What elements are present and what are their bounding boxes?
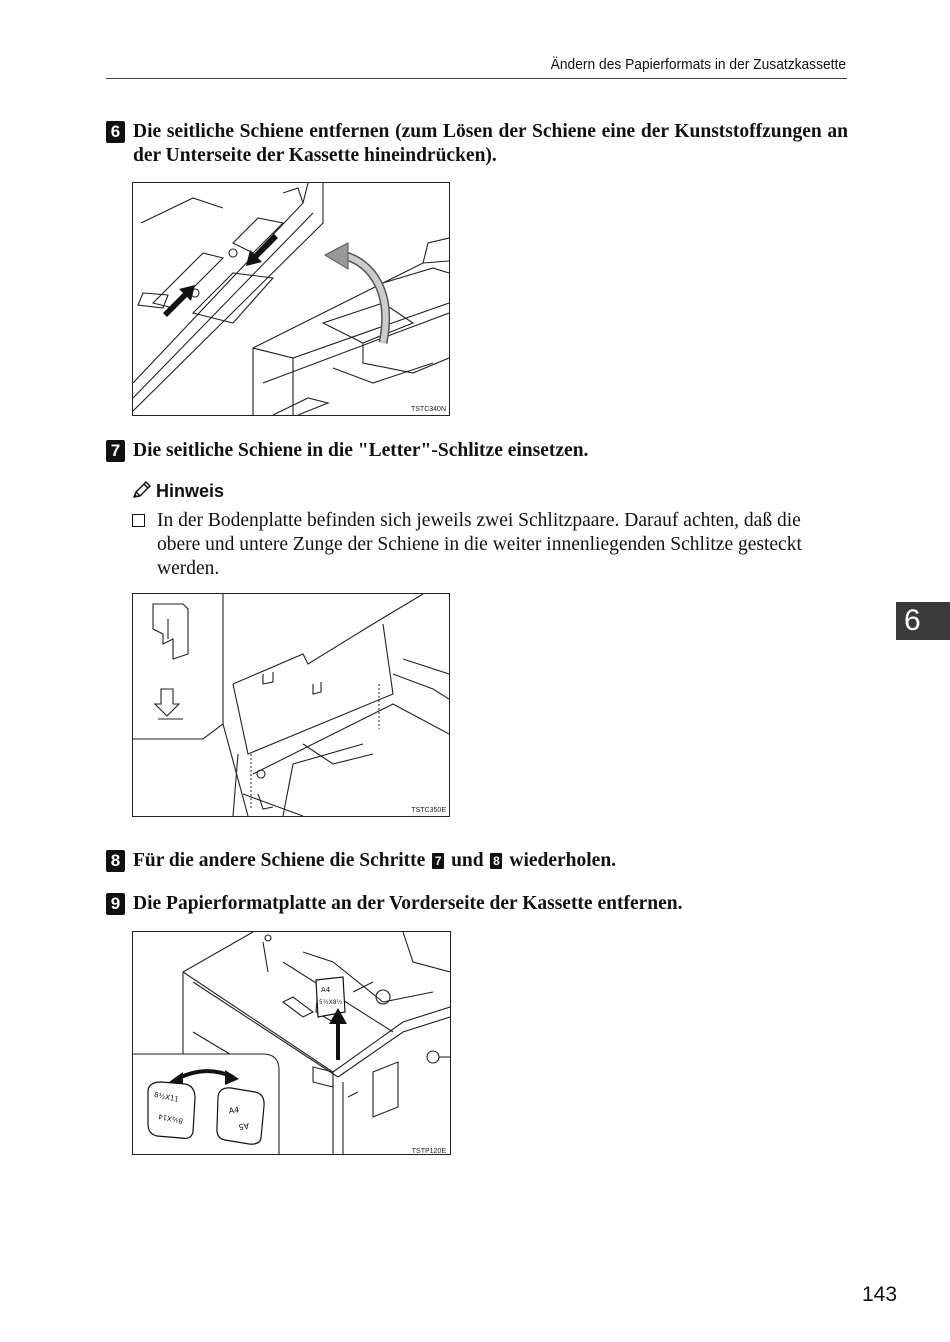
- step-text: Die seitliche Schiene entfernen (zum Lösen der Schiene eine der Kunststoffzungen an der Unterseite der Kassette hineindrücken).: [133, 121, 848, 166]
- pencil-icon: [132, 481, 152, 504]
- figure-code: TSTC340N: [410, 406, 446, 413]
- plate-label-letter: 8½X11: [153, 1090, 180, 1104]
- chapter-tab: 6: [896, 602, 950, 640]
- plate-label-a4: A4: [321, 986, 331, 994]
- plate-label-legal: 8½X14: [157, 1111, 184, 1125]
- hinweis-note: [132, 509, 848, 581]
- page-number: 143: [862, 1283, 898, 1306]
- plate-label-a5: A5: [237, 1120, 250, 1132]
- rail-removal-illustration: [133, 183, 449, 415]
- step-7: [106, 439, 848, 463]
- figure-remove-format-plate: [132, 931, 451, 1155]
- step-8: [106, 849, 848, 873]
- step-badge: 8: [106, 850, 125, 872]
- step-text: Die seitliche Schiene in die "Letter"-Schlitze einsetzen.: [133, 440, 589, 461]
- step-text: [133, 849, 848, 873]
- running-header: Ändern des Papierformats in der Zusatzkassette: [550, 56, 846, 73]
- step-text: Die Papierformatplatte an der Vorderseite der Kassette entfernen.: [133, 893, 683, 914]
- note-text: In der Bodenplatte befinden sich jeweils zwei Schlitzpaare. Darauf achten, daß die obere und untere Zunge der Schiene in die weiter innenliegenden Schlitze gesteckt werden.: [157, 510, 802, 579]
- step-badge: 7: [106, 440, 125, 462]
- step-reference-7[interactable]: 7: [432, 853, 444, 869]
- figure-code: TSTP120E: [411, 1148, 446, 1155]
- figure-code: TSTC350E: [411, 807, 446, 814]
- step-6: [106, 120, 848, 168]
- hinweis-title: Hinweis: [156, 481, 225, 501]
- figure-insert-rail: [132, 593, 450, 817]
- step-text-after: wiederholen.: [509, 850, 617, 871]
- rail-insert-illustration: [133, 594, 449, 816]
- step-9: [106, 892, 848, 916]
- step-reference-8[interactable]: 8: [490, 853, 502, 869]
- hinweis-heading: [132, 481, 224, 504]
- step-text-mid: und: [451, 850, 484, 871]
- plate-label-half-letter: 5½X8½: [319, 999, 343, 1006]
- figure-remove-rail: [132, 182, 450, 416]
- step-text-before: Für die andere Schiene die Schritte: [133, 850, 426, 871]
- checkbox-icon: [132, 514, 145, 527]
- step-badge: 9: [106, 893, 125, 915]
- format-plate-illustration: [133, 932, 450, 1154]
- header-rule: [106, 78, 847, 79]
- step-badge: 6: [106, 121, 125, 143]
- plate-label-a4-large: A4: [228, 1105, 240, 1116]
